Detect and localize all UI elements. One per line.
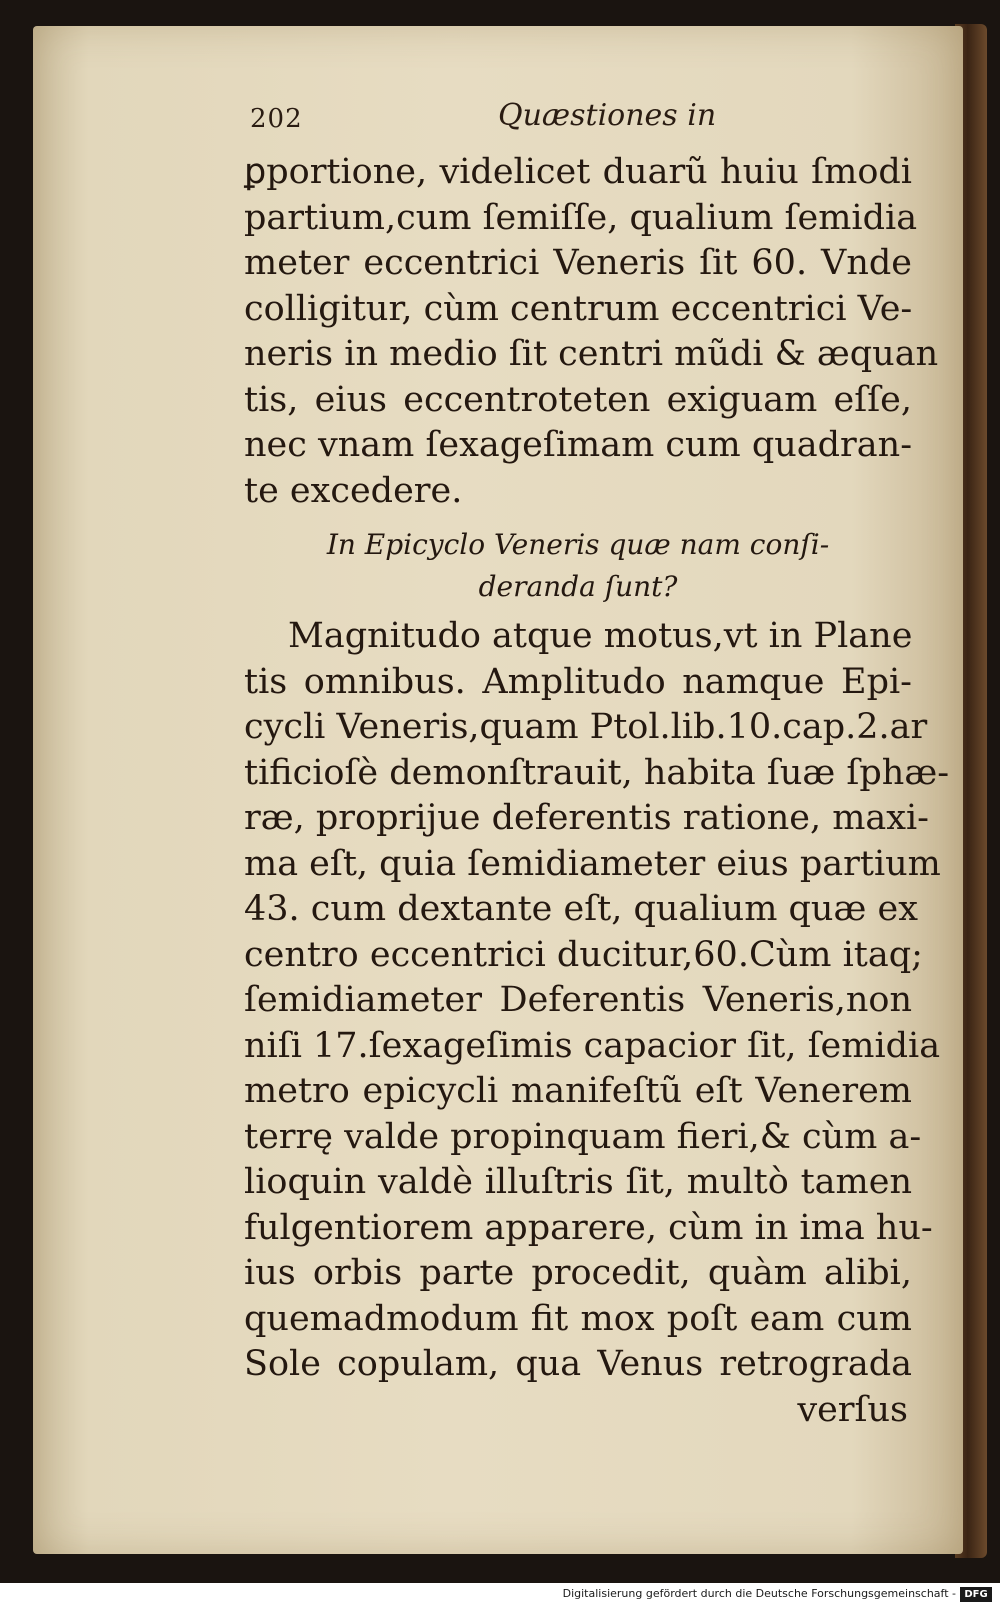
text-line: meter eccentrici Veneris ſit 60. Vnde (244, 243, 912, 283)
heading-line: deranda ſunt? (478, 570, 678, 603)
heading-line: In Epicyclo Veneris quæ nam conſi- (326, 528, 830, 561)
catchword: verſus (797, 1389, 908, 1430)
funding-credit: Digitalisierung gefördert durch die Deutsche Forschungsgemeinschaft - (562, 1587, 956, 1600)
text-line: metro epicycli manifeſtũ eſt Venerem (244, 1071, 912, 1111)
text-line: lioquin valdè illuſtris ſit, multò tamen (244, 1162, 912, 1202)
text-line: tificioſè demonſtrauit, habita ſuæ ſphæ- (244, 752, 950, 793)
body-text (244, 150, 950, 1433)
running-head (250, 98, 910, 138)
paragraph-2 (244, 614, 950, 1388)
text-line: Sole copulam, qua Venus retrograda (244, 1344, 912, 1384)
text-line: niſi 17.ſexageſimis capacior ſit, ſemidia (244, 1025, 941, 1066)
text-line: terrę valde propinquam fieri,& cùm a- (244, 1116, 922, 1157)
text-line: colligitur, cùm centrum eccentrici Ve- (244, 288, 913, 329)
text-line: centro eccentrici ducitur,60.Cùm itaq; (244, 934, 923, 975)
section-heading (244, 524, 912, 608)
text-line: Magnitudo atque motus,vt in Plane (288, 616, 913, 656)
text-line: ius orbis parte procedit, quàm alibi, (244, 1253, 912, 1293)
text-line: cycli Veneris,quam Ptol.lib.10.cap.2.ar (244, 707, 928, 747)
text-line: ma eſt, quia ſemidiameter eius partium (244, 843, 941, 884)
paragraph-1 (244, 150, 939, 514)
page-number: 202 (250, 104, 303, 134)
text-line: neris in medio ſit centri mũdi & æquan (244, 334, 939, 374)
running-title: Quæstiones in (498, 98, 717, 133)
dfg-logo: DFG (960, 1587, 992, 1602)
text-line: 43. cum dextante eſt, qualium quæ ex (244, 889, 918, 929)
text-line: ſemidiameter Deferentis Veneris,non (244, 980, 912, 1020)
text-line: partium,cum ſemiſſe, qualium ſemidia (244, 197, 918, 238)
text-line: tis, eius eccentroteten exiguam eſſe, (244, 379, 912, 420)
text-line: ræ, proprijue deferentis ratione, maxi- (244, 798, 930, 838)
text-line: fulgentiorem apparere, cùm in ima hu- (244, 1207, 933, 1248)
text-line: tis omnibus. Amplitudo namque Epi- (244, 661, 912, 702)
text-line: te excedere. (244, 470, 463, 511)
text-line: quemadmodum fit mox poſt eam cum (244, 1298, 912, 1339)
footer-bar (0, 1583, 1000, 1607)
text-line: ꝑportione, videlicet duarũ huiu ſmodi (244, 152, 912, 192)
text-line: nec vnam ſexageſimam cum quadran- (244, 425, 913, 465)
